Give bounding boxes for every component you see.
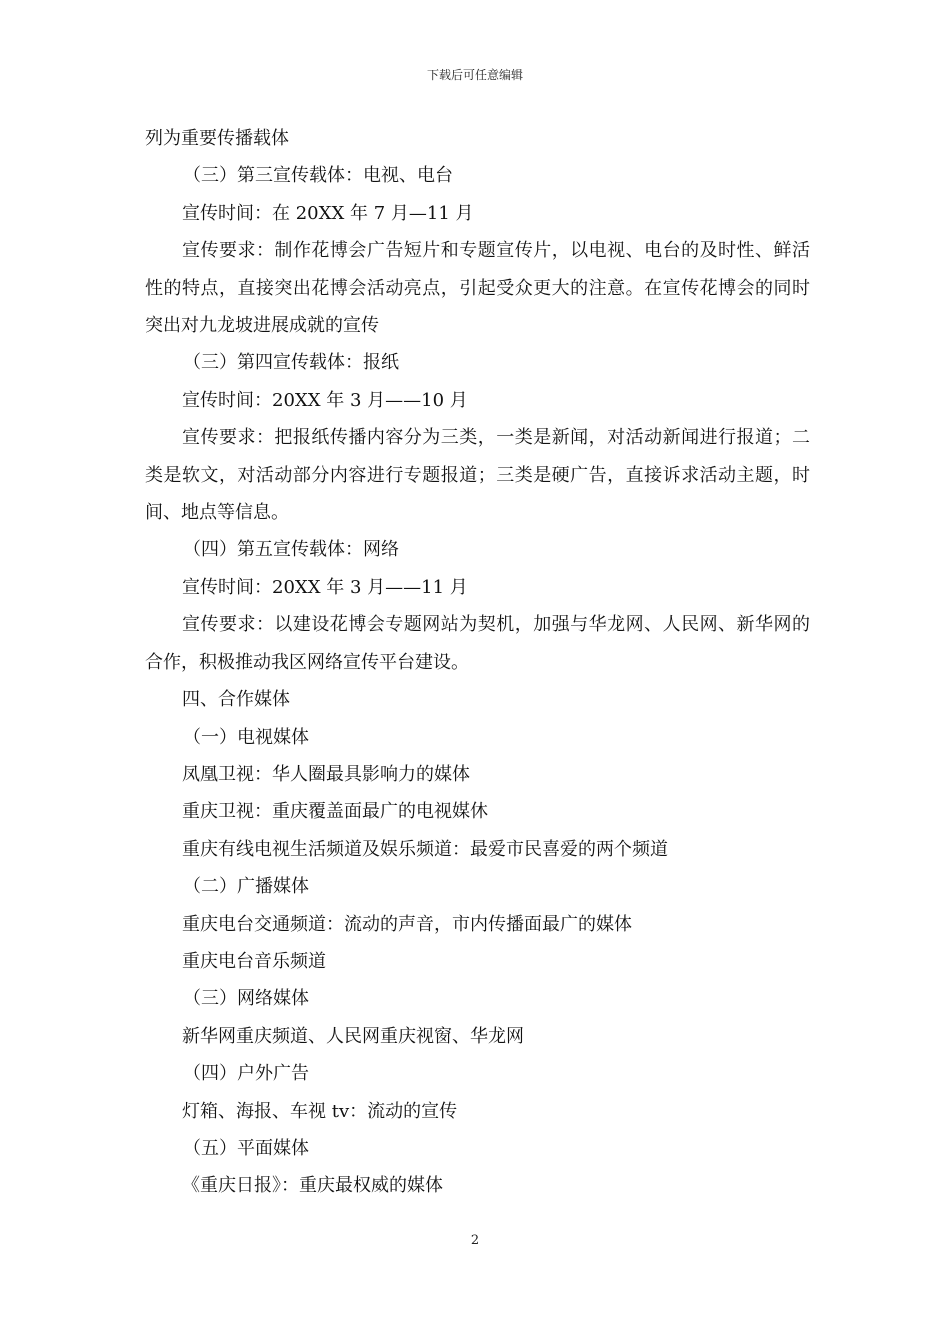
section-heading: （三）第三宣传载体：电视、电台 bbox=[183, 165, 453, 187]
subsection-heading: （一）电视媒体 bbox=[183, 726, 309, 748]
page-header: 下载后可任意编辑 bbox=[426, 68, 523, 82]
text-line: 重庆电台音乐频道 bbox=[182, 950, 326, 972]
text-line: 重庆卫视：重庆覆盖面最广的电视媒休 bbox=[182, 801, 488, 823]
paragraph: 宣传要求：以建设花博会专题网站为契机，加强与华龙网、人民网、新华网的合作，积极推动我区网络宣传平台建设。 bbox=[145, 614, 810, 673]
subsection-heading: （五）平面媒体 bbox=[183, 1137, 309, 1159]
paragraph: 宣传要求：制作花博会广告短片和专题宣传片，以电视、电台的及时性、鲜活性的特点，直接突出花博会活动亮点，引起受众更大的注意。在宣传花博会的同时突出对九龙坡进展成就的宣传 bbox=[145, 240, 810, 337]
subsection-heading: （二）广播媒体 bbox=[183, 876, 309, 898]
section-heading: 四、合作媒体 bbox=[182, 689, 290, 711]
subsection-heading: （三）网络媒体 bbox=[183, 988, 309, 1010]
text-line: 新华网重庆频道、人民网重庆视窗、华龙网 bbox=[182, 1025, 524, 1047]
text-line: 灯箱、海报、车视 tv：流动的宣传 bbox=[182, 1100, 458, 1122]
text-line: 宣传时间：20XX 年 3 月——10 月 bbox=[182, 389, 468, 411]
text-line: 宣传时间：20XX 年 3 月——11 月 bbox=[182, 576, 468, 598]
document-body bbox=[145, 120, 810, 1205]
paragraph: 宣传要求：把报纸传播内容分为三类，一类是新闻，对活动新闻进行报道；二类是软文，对活动部分内容进行专题报道；三类是硬广告，直接诉求活动主题，时间、地点等信息。 bbox=[145, 427, 810, 524]
text-line: 《重庆日报》：重庆最权威的媒体 bbox=[182, 1175, 443, 1197]
page-number: 2 bbox=[470, 1233, 480, 1248]
text-line: 宣传时间：在 20XX 年 7 月—11 月 bbox=[182, 202, 474, 224]
text-line: 列为重要传播载体 bbox=[145, 128, 289, 149]
subsection-heading: （四）户外广告 bbox=[183, 1063, 309, 1085]
text-line: 重庆有线电视生活频道及娱乐频道：最爱市民喜爱的两个频道 bbox=[182, 838, 668, 860]
section-heading: （四）第五宣传载体：网络 bbox=[183, 539, 399, 561]
section-heading: （三）第四宣传载体：报纸 bbox=[183, 352, 399, 374]
text-line: 凤凰卫视：华人圈最具影响力的媒体 bbox=[182, 763, 470, 785]
text-line: 重庆电台交通频道：流动的声音，市内传播面最广的媒体 bbox=[182, 913, 632, 935]
